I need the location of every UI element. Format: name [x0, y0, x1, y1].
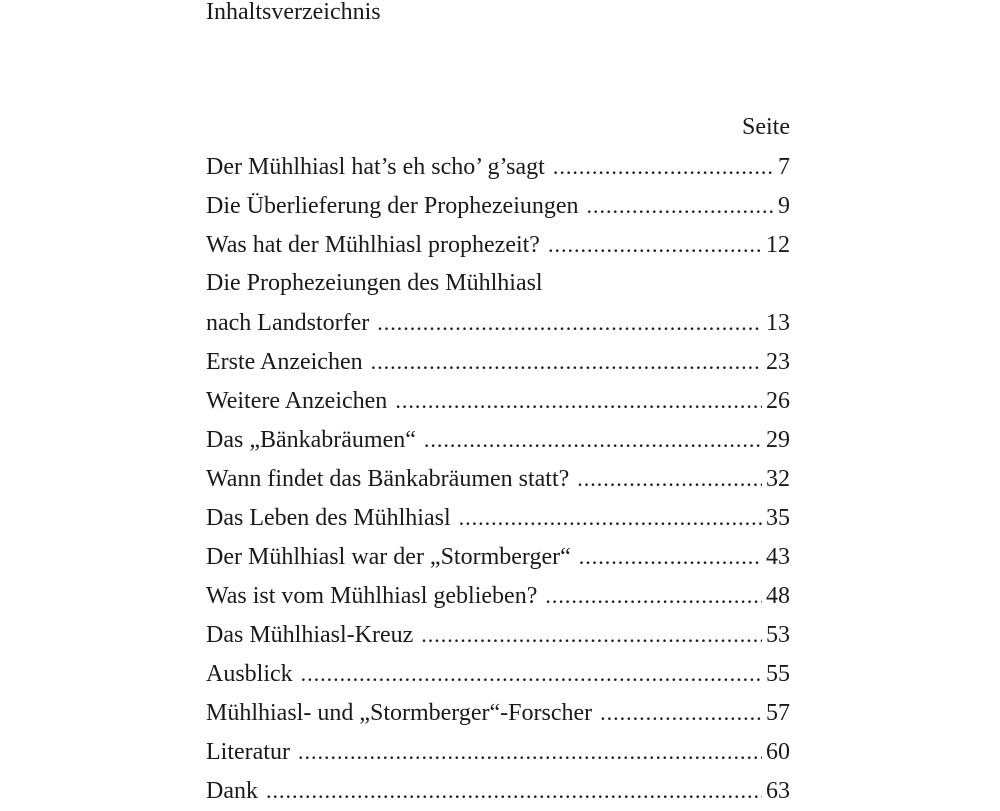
dot-leader: [301, 654, 762, 693]
toc-entry-title: Mühlhiasl- und „Stormberger“-Forscher: [206, 700, 593, 726]
dot-leader: [459, 498, 762, 537]
toc-entry-title: nach Landstorfer: [206, 310, 370, 336]
toc-entry: [206, 459, 790, 498]
dot-leader: [587, 186, 774, 225]
toc-entry-title: Weitere Anzeichen: [206, 388, 388, 414]
toc-entry: [206, 537, 790, 576]
toc-entry-page: 7: [778, 154, 790, 180]
toc-entry: [206, 381, 790, 420]
dot-leader: [371, 342, 762, 381]
toc-entry-title: Der Mühlhiasl hat’s eh scho’ g’sagt: [206, 154, 545, 180]
toc-entry-page: 55: [766, 661, 790, 687]
toc-entry-title: Ausblick: [206, 661, 293, 687]
toc-entry-page: 32: [766, 466, 790, 492]
toc-entry-page: 57: [766, 700, 790, 726]
table-of-contents: [206, 108, 790, 810]
toc-entry: [206, 225, 790, 264]
toc-entry-title: Die Überlieferung der Prophezeiungen: [206, 193, 579, 219]
dot-leader: [298, 732, 762, 771]
toc-entry-title: Erste Anzeichen: [206, 349, 363, 375]
dot-leader: [395, 381, 762, 420]
dot-leader: [377, 303, 762, 342]
toc-entry-page: 23: [766, 349, 790, 375]
toc-entry: [206, 654, 790, 693]
toc-entry: [206, 615, 790, 654]
toc-entry-title: Literatur: [206, 739, 290, 765]
dot-leader: [266, 771, 762, 810]
toc-entry-page: 48: [766, 583, 790, 609]
toc-entry-page: 29: [766, 427, 790, 453]
dot-leader: [424, 420, 762, 459]
dot-leader: [553, 147, 774, 186]
toc-entry-page: 60: [766, 739, 790, 765]
dot-leader: [548, 225, 762, 264]
toc-entry: [206, 693, 790, 732]
page-title: Inhaltsverzeichnis: [206, 0, 381, 25]
toc-entry-title: Der Mühlhiasl war der „Stormberger“: [206, 544, 571, 570]
toc-entry-title: Das Leben des Mühlhiasl: [206, 505, 451, 531]
toc-entry-page: 26: [766, 388, 790, 414]
toc-entry-title: Wann findet das Bänkabräumen statt?: [206, 466, 570, 492]
dot-leader: [577, 459, 762, 498]
toc-entry: [206, 498, 790, 537]
dot-leader: [421, 615, 762, 654]
toc-entry-page: 9: [778, 193, 790, 219]
page-column-label: Seite: [742, 114, 790, 140]
toc-entry: [206, 303, 790, 342]
toc-entry: [206, 342, 790, 381]
toc-entry-page: 53: [766, 622, 790, 648]
toc-entry: [206, 420, 790, 459]
toc-entry-title: Dank: [206, 778, 258, 804]
toc-entry: [206, 264, 790, 303]
toc-entry-page: 12: [766, 232, 790, 258]
dot-leader: [600, 693, 762, 732]
toc-entry-page: 43: [766, 544, 790, 570]
toc-entry-page: 63: [766, 778, 790, 804]
toc-entry-title: Das Mühlhiasl-Kreuz: [206, 622, 414, 648]
toc-entry-title: Das „Bänkabräumen“: [206, 427, 416, 453]
dot-leader: [545, 576, 762, 615]
dot-leader: [579, 537, 762, 576]
toc-entry: [206, 147, 790, 186]
toc-entry-page: 35: [766, 505, 790, 531]
toc-entry-page: 13: [766, 310, 790, 336]
toc-entry: [206, 732, 790, 771]
toc-entry: [206, 576, 790, 615]
toc-entry: [206, 771, 790, 810]
toc-entry-title: Die Prophezeiungen des Mühlhiasl: [206, 270, 543, 296]
toc-entry-title: Was ist vom Mühlhiasl geblieben?: [206, 583, 538, 609]
toc-entry-title: Was hat der Mühlhiasl prophezeit?: [206, 232, 540, 258]
toc-entry: [206, 186, 790, 225]
